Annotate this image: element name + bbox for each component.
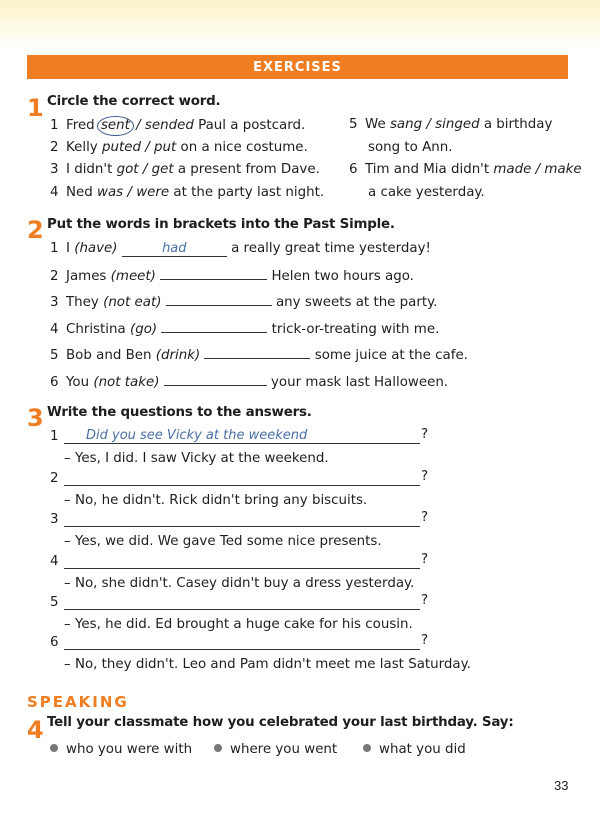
item-text: Bob and Ben [66,348,156,363]
answer-text: – No, they didn't. Leo and Pam didn't meet me last Saturday. [64,657,471,672]
question-mark: ? [421,427,429,442]
bullet-icon [50,744,58,752]
answer-blank[interactable]: had [122,242,227,257]
item-number: 2 [50,140,59,155]
option-b[interactable]: put [154,140,177,155]
item-text: You [66,375,94,390]
list-item [50,139,308,157]
item-text: on a nice costume. [176,140,308,155]
question-mark: ? [421,593,429,608]
answer-blank[interactable] [166,291,272,306]
option-a[interactable]: sang [389,117,423,132]
exercise-number: 2 [27,216,44,244]
item-number: 6 [349,162,358,177]
list-item [50,318,439,339]
answer-blank[interactable] [160,265,267,280]
answer-text: – No, she didn't. Casey didn't buy a dress yesterday. [64,576,415,591]
option-separator: / [123,185,137,200]
speaking-title: SPEAKING [27,693,129,711]
exercise-heading: Tell your classmate how you celebrated your last birthday. Say: [47,715,514,730]
list-item [50,184,324,202]
item-number: 5 [349,117,358,132]
option-b[interactable]: singed [435,117,480,132]
exercise-heading: Circle the correct word. [47,94,221,109]
item-text: Tim and Mia didn't [365,162,494,177]
answer-blank[interactable] [204,344,310,359]
verb-hint: (not eat) [103,295,162,310]
question-input[interactable] [64,594,420,610]
item-number: 4 [50,322,59,337]
item-text: your mask last Halloween. [270,375,449,390]
bullet-item: who you were with [50,741,192,759]
item-text: They [66,295,104,310]
option-a[interactable]: was [97,185,124,200]
option-a[interactable]: got [116,162,139,177]
question-input[interactable] [64,553,420,569]
exercise-heading: Write the questions to the answers. [47,405,312,420]
item-number: 5 [50,348,59,363]
item-text: some juice at the cafe. [314,348,468,363]
exercise-number: 3 [27,404,44,432]
item-text: at the party last night. [169,185,325,200]
item-text: Fred [66,118,99,133]
list-item [50,161,320,179]
item-text: I [66,241,75,256]
bullet-item: where you went [214,741,337,759]
answer-text: – Yes, he did. Ed brought a huge cake for his cousin. [64,617,413,632]
option-b[interactable]: make [544,162,582,177]
item-number: 1 [50,429,59,444]
item-number: 1 [50,241,59,256]
item-number: 1 [50,118,59,133]
bullet-item: what you did [363,741,466,759]
question-mark: ? [421,552,429,567]
question-mark: ? [421,633,429,648]
list-item [349,161,582,179]
item-text: Kelly [66,140,102,155]
list-item [50,265,414,286]
item-number: 4 [50,185,59,200]
item-number: 3 [50,512,59,527]
item-number: 3 [50,162,59,177]
bullet-icon [363,744,371,752]
verb-hint: (have) [74,241,118,256]
list-item [50,371,448,392]
item-continuation: a cake yesterday. [368,185,485,200]
exercise-number: 4 [27,716,44,744]
option-separator: / [140,140,154,155]
item-number: 4 [50,554,59,569]
item-number: 2 [50,471,59,486]
item-text: trick-or-treating with me. [271,322,440,337]
option-separator: / [131,118,145,133]
item-text: Ned [66,185,98,200]
item-text: Helen two hours ago. [271,269,414,284]
question-mark: ? [421,469,429,484]
item-number: 6 [50,375,59,390]
item-continuation: song to Ann. [368,140,453,155]
verb-hint: (drink) [155,348,201,363]
item-number: 5 [50,595,59,610]
option-a[interactable]: puted [101,140,141,155]
option-separator: / [531,162,545,177]
verb-hint: (not take) [93,375,160,390]
list-item [349,116,552,134]
exercise-number: 1 [27,94,44,122]
list-item [50,240,431,258]
page-background [0,0,600,50]
question-input[interactable]: Did you see Vicky at the weekend [64,428,420,444]
item-text: a present from Dave. [173,162,320,177]
question-input[interactable] [64,470,420,486]
item-number: 3 [50,295,59,310]
answer-text: – Yes, we did. We gave Ted some nice presents. [64,534,382,549]
question-mark: ? [421,510,429,525]
exercise-heading: Put the words in brackets into the Past Simple. [47,217,395,232]
item-number: 2 [50,269,59,284]
answer-blank[interactable] [164,371,267,386]
bullet-icon [214,744,222,752]
option-a[interactable]: made [493,162,532,177]
option-separator: / [422,117,436,132]
page-number: 33 [554,778,569,793]
item-text: Paul a postcard. [193,118,306,133]
item-text: a birthday [479,117,553,132]
option-b[interactable]: get [151,162,174,177]
option-b[interactable]: were [136,185,170,200]
exercises-banner: EXERCISES [27,55,568,79]
item-text: Christina [66,322,130,337]
verb-hint: (go) [129,322,158,337]
item-number: 6 [50,635,59,650]
item-text: James [66,269,111,284]
item-text: I didn't [66,162,117,177]
option-b[interactable]: sended [144,118,194,133]
option-separator: / [138,162,152,177]
verb-hint: (meet) [110,269,156,284]
item-text: any sweets at the party. [275,295,438,310]
answer-blank[interactable] [161,318,267,333]
list-item [50,117,305,135]
answer-text: – No, he didn't. Rick didn't bring any biscuits. [64,493,368,508]
list-item [50,291,437,312]
option-a[interactable]: sent [97,116,134,136]
answer-text: – Yes, I did. I saw Vicky at the weekend. [64,451,329,466]
item-text: a really great time yesterday! [231,241,431,256]
item-text: We [365,117,390,132]
question-input[interactable] [64,511,420,527]
list-item [50,344,468,365]
question-input[interactable] [64,634,420,650]
